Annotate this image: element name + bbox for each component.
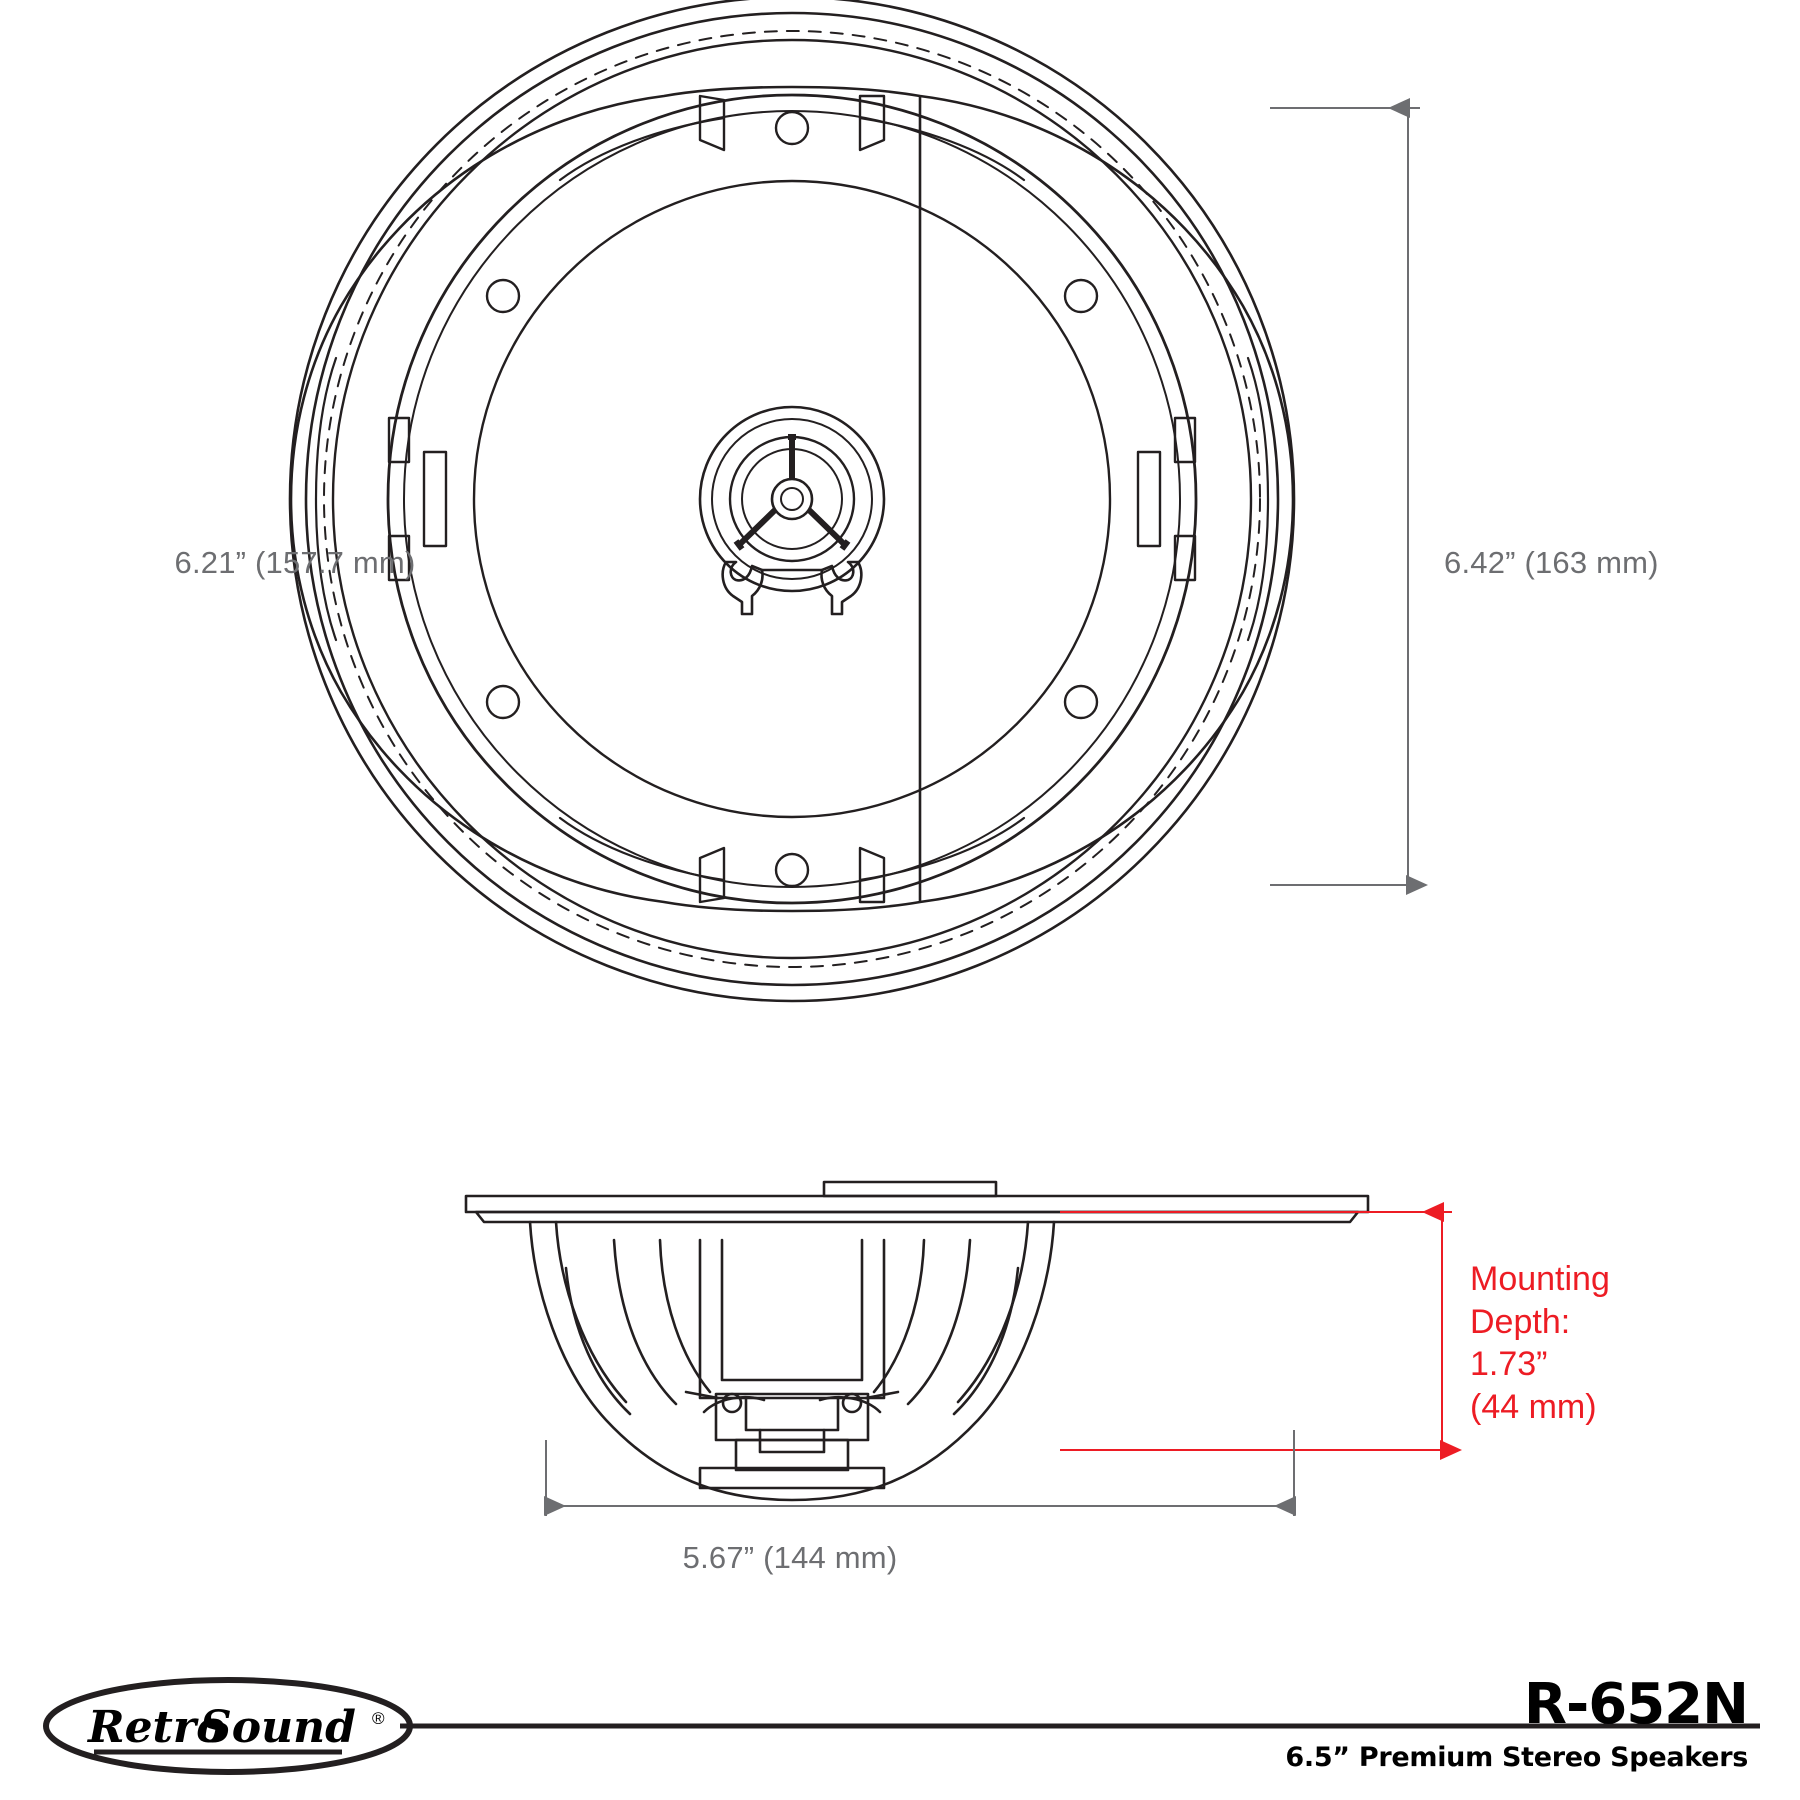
speaker-side-view: [466, 1182, 1368, 1500]
mounting-depth-line2: Depth:: [1470, 1302, 1571, 1341]
dimension-label-left: 6.21” (157.7 mm): [174, 545, 416, 580]
speaker-front-view: [290, 0, 1294, 1001]
mounting-depth-dimension: [1060, 1212, 1452, 1450]
logo-text-retro: Retro: [88, 1702, 226, 1753]
logo-text-sound: Sound: [200, 1702, 356, 1753]
model-subtitle: 6.5” Premium Stereo Speakers: [1285, 1742, 1748, 1773]
retrosound-logo: [42, 1674, 442, 1778]
dimension-label-right: 6.42” (163 mm): [1444, 545, 1659, 580]
mounting-depth-label: [1470, 1258, 1730, 1428]
mounting-depth-line1: Mounting: [1470, 1260, 1610, 1298]
dimension-lines-bottom: [546, 1430, 1294, 1516]
model-number: R-652N: [1523, 1672, 1748, 1737]
logo-registered-mark: ®: [372, 1709, 385, 1728]
mounting-depth-line3: 1.73”: [1470, 1345, 1548, 1383]
dimension-label-bottom: 5.67” (144 mm): [682, 1540, 898, 1575]
mounting-depth-line4: (44 mm): [1470, 1387, 1597, 1426]
